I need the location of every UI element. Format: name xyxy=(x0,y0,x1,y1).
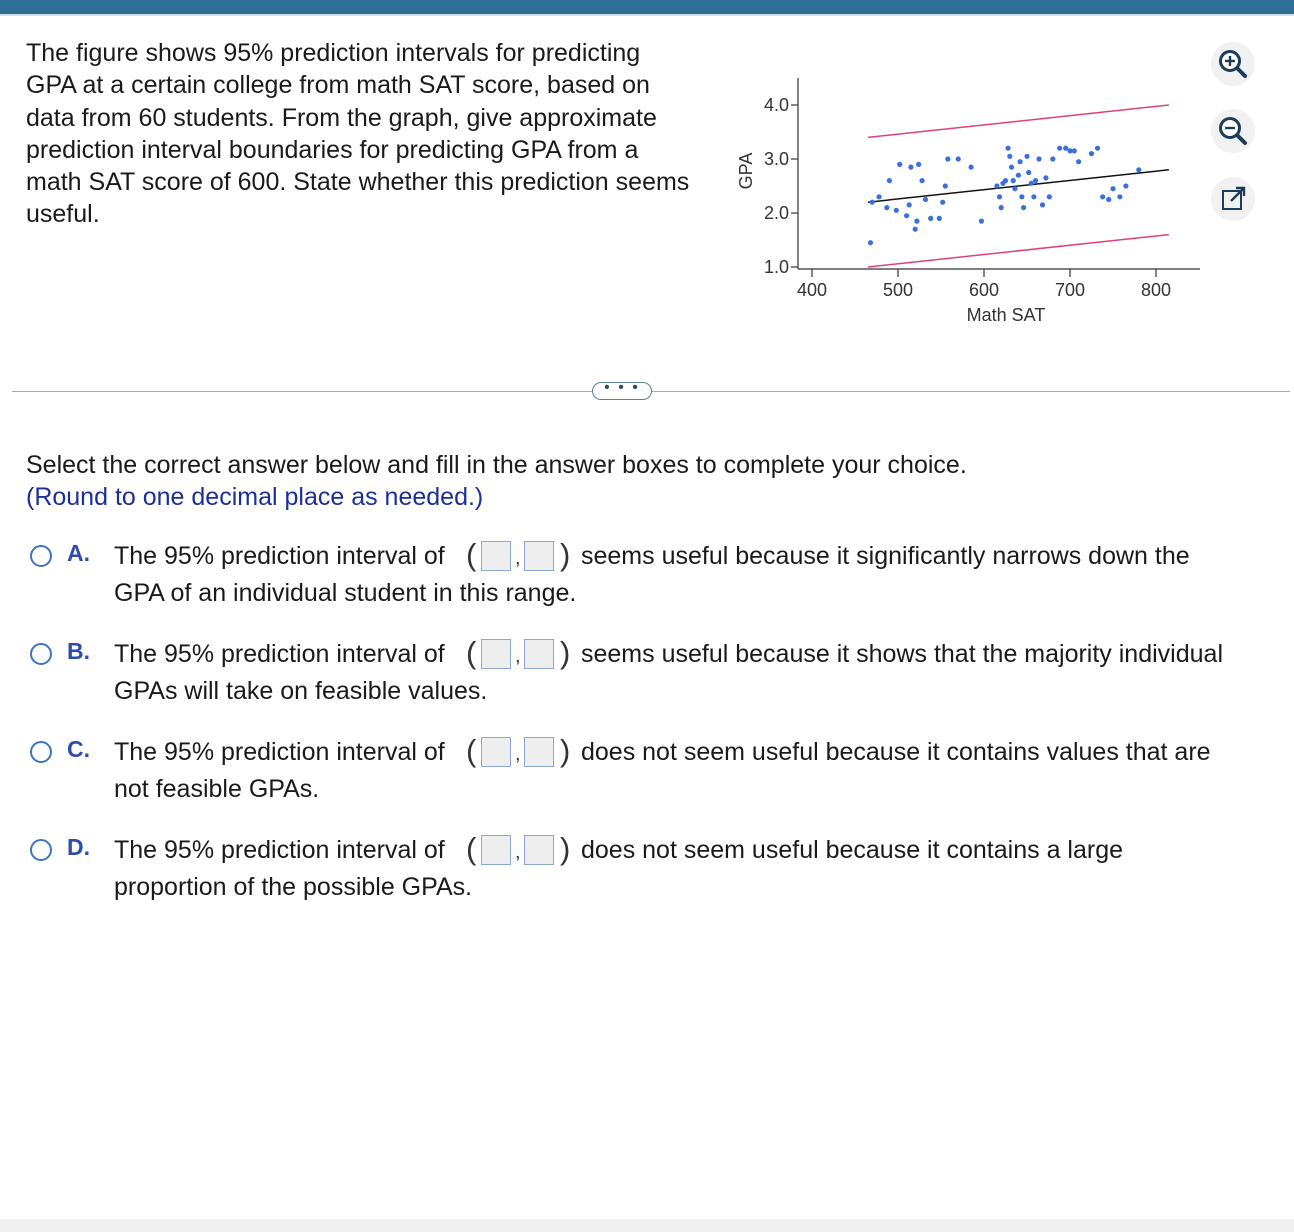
option-text-line2: GPA of an individual student in this range. xyxy=(114,579,577,607)
more-button[interactable]: • • • xyxy=(592,382,652,400)
data-point xyxy=(1057,146,1062,151)
radio-c[interactable] xyxy=(30,741,52,763)
data-point xyxy=(1106,197,1111,202)
option-text-cont: does not seem useful because it contains a large xyxy=(581,836,1124,864)
data-point xyxy=(1026,170,1031,175)
option-text-line2: GPAs will take on feasible values. xyxy=(114,677,488,705)
option-text: The 95% prediction interval of xyxy=(114,738,445,766)
data-point xyxy=(1003,178,1008,183)
option-text-line2: proportion of the possible GPAs. xyxy=(114,873,473,901)
data-point xyxy=(1050,156,1055,161)
option-letter: C. xyxy=(67,736,90,762)
data-point xyxy=(908,165,913,170)
answer-box-lower[interactable] xyxy=(481,737,511,767)
bottom-bar xyxy=(0,1219,1294,1232)
data-point xyxy=(969,165,974,170)
rounding-note: (Round to one decimal place as needed.) xyxy=(26,483,484,511)
option-text-line2: not feasible GPAs. xyxy=(114,775,320,803)
close-paren: ) xyxy=(560,635,571,670)
answer-box-upper[interactable] xyxy=(524,737,554,767)
x-axis-label: Math SAT xyxy=(966,305,1046,325)
data-point xyxy=(1089,151,1094,156)
x-tick-label: 500 xyxy=(882,280,914,300)
data-point xyxy=(868,240,873,245)
y-tick-label: 2.0 xyxy=(763,203,789,223)
data-point xyxy=(1100,194,1105,199)
data-point xyxy=(919,178,924,183)
data-point xyxy=(1018,159,1023,164)
y-tick-label: 3.0 xyxy=(763,149,789,169)
option-text-cont: does not seem useful because it contains values that are xyxy=(581,738,1211,766)
option-text: The 95% prediction interval of xyxy=(114,542,445,570)
option-d[interactable] xyxy=(30,830,1290,920)
data-point xyxy=(1110,186,1115,191)
zoom-out-icon xyxy=(1211,109,1255,153)
answer-box-upper[interactable] xyxy=(524,541,554,571)
open-paren: ( xyxy=(466,537,477,572)
option-text-cont: seems useful because it significantly narrows down the xyxy=(581,542,1190,570)
answer-box-upper[interactable] xyxy=(524,639,554,669)
data-point xyxy=(907,202,912,207)
data-point xyxy=(923,197,928,202)
option-letter: B. xyxy=(67,638,90,664)
data-point xyxy=(937,216,942,221)
close-paren: ) xyxy=(560,537,571,572)
data-point xyxy=(1029,181,1034,186)
data-point xyxy=(913,227,918,232)
data-point xyxy=(876,194,881,199)
question-text: The figure shows 95% prediction intervals for predicting GPA at a certain college from math SAT score, based on data from 60 students. From the graph, give approximate prediction interval boundaries for predicting GPA from a math SAT score of 600. State whether this prediction seems useful. xyxy=(26,39,690,229)
radio-b[interactable] xyxy=(30,643,52,665)
y-tick-label: 1.0 xyxy=(763,257,789,277)
data-point xyxy=(1072,148,1077,153)
answer-box-lower[interactable] xyxy=(481,639,511,669)
top-bar xyxy=(0,0,1294,14)
data-point xyxy=(956,156,961,161)
data-point xyxy=(897,162,902,167)
data-point xyxy=(894,208,899,213)
data-point xyxy=(870,200,875,205)
answer-box-lower[interactable] xyxy=(481,541,511,571)
data-point xyxy=(1117,194,1122,199)
data-point xyxy=(1095,146,1100,151)
zoom-in-button[interactable] xyxy=(1211,42,1255,86)
data-point xyxy=(1016,173,1021,178)
y-axis-label: GPA xyxy=(736,152,756,190)
data-point xyxy=(1009,165,1014,170)
x-tick-label: 700 xyxy=(1054,280,1086,300)
radio-a[interactable] xyxy=(30,545,52,567)
answer-box-lower[interactable] xyxy=(481,835,511,865)
data-point xyxy=(1043,175,1048,180)
data-point xyxy=(887,178,892,183)
open-paren: ( xyxy=(466,831,477,866)
instructions-text: Select the correct answer below and fill in the answer boxes to complete your choice. xyxy=(26,451,967,479)
answer-box-upper[interactable] xyxy=(524,835,554,865)
option-a[interactable] xyxy=(30,536,1290,626)
data-point xyxy=(914,219,919,224)
option-text-cont: seems useful because it shows that the majority individual xyxy=(581,640,1223,668)
data-point xyxy=(916,162,921,167)
close-paren: ) xyxy=(560,733,571,768)
data-point xyxy=(884,205,889,210)
scatter-chart xyxy=(730,70,1210,340)
data-point xyxy=(1040,202,1045,207)
x-tick-label: 600 xyxy=(968,280,1000,300)
data-point xyxy=(1136,167,1141,172)
lower-prediction-bound xyxy=(868,235,1169,267)
zoom-in-icon xyxy=(1211,42,1255,86)
data-point xyxy=(945,156,950,161)
data-point xyxy=(1005,146,1010,151)
x-tick-label: 800 xyxy=(1140,280,1172,300)
data-point xyxy=(979,219,984,224)
data-point xyxy=(997,194,1002,199)
data-point xyxy=(1036,156,1041,161)
data-point xyxy=(904,213,909,218)
data-point xyxy=(1033,178,1038,183)
y-tick-label: 4.0 xyxy=(763,95,789,115)
upper-prediction-bound xyxy=(868,105,1169,137)
open-paren: ( xyxy=(466,733,477,768)
comma: , xyxy=(515,841,521,863)
data-point xyxy=(1019,194,1024,199)
data-point xyxy=(1024,154,1029,159)
data-point xyxy=(940,200,945,205)
data-point xyxy=(1047,194,1052,199)
popout-button[interactable] xyxy=(1211,177,1255,221)
radio-d[interactable] xyxy=(30,839,52,861)
data-point xyxy=(994,183,999,188)
data-point xyxy=(1021,205,1026,210)
top-bar-border xyxy=(0,14,1294,16)
data-point xyxy=(1076,159,1081,164)
data-point xyxy=(1063,146,1068,151)
close-paren: ) xyxy=(560,831,571,866)
data-point xyxy=(1011,178,1016,183)
open-paren: ( xyxy=(466,635,477,670)
data-point xyxy=(1123,183,1128,188)
zoom-out-button[interactable] xyxy=(1211,109,1255,153)
option-letter: A. xyxy=(67,540,90,566)
data-point xyxy=(928,216,933,221)
comma: , xyxy=(515,645,521,667)
comma: , xyxy=(515,547,521,569)
popout-icon xyxy=(1211,177,1255,221)
option-text: The 95% prediction interval of xyxy=(114,640,445,668)
comma: , xyxy=(515,743,521,765)
data-point xyxy=(1031,194,1036,199)
data-point xyxy=(999,205,1004,210)
data-point xyxy=(943,183,948,188)
option-text: The 95% prediction interval of xyxy=(114,836,445,864)
option-c[interactable] xyxy=(30,732,1290,822)
option-b[interactable] xyxy=(30,634,1290,724)
data-point xyxy=(1012,186,1017,191)
x-tick-label: 400 xyxy=(796,280,828,300)
data-point xyxy=(1007,154,1012,159)
option-letter: D. xyxy=(67,834,90,860)
